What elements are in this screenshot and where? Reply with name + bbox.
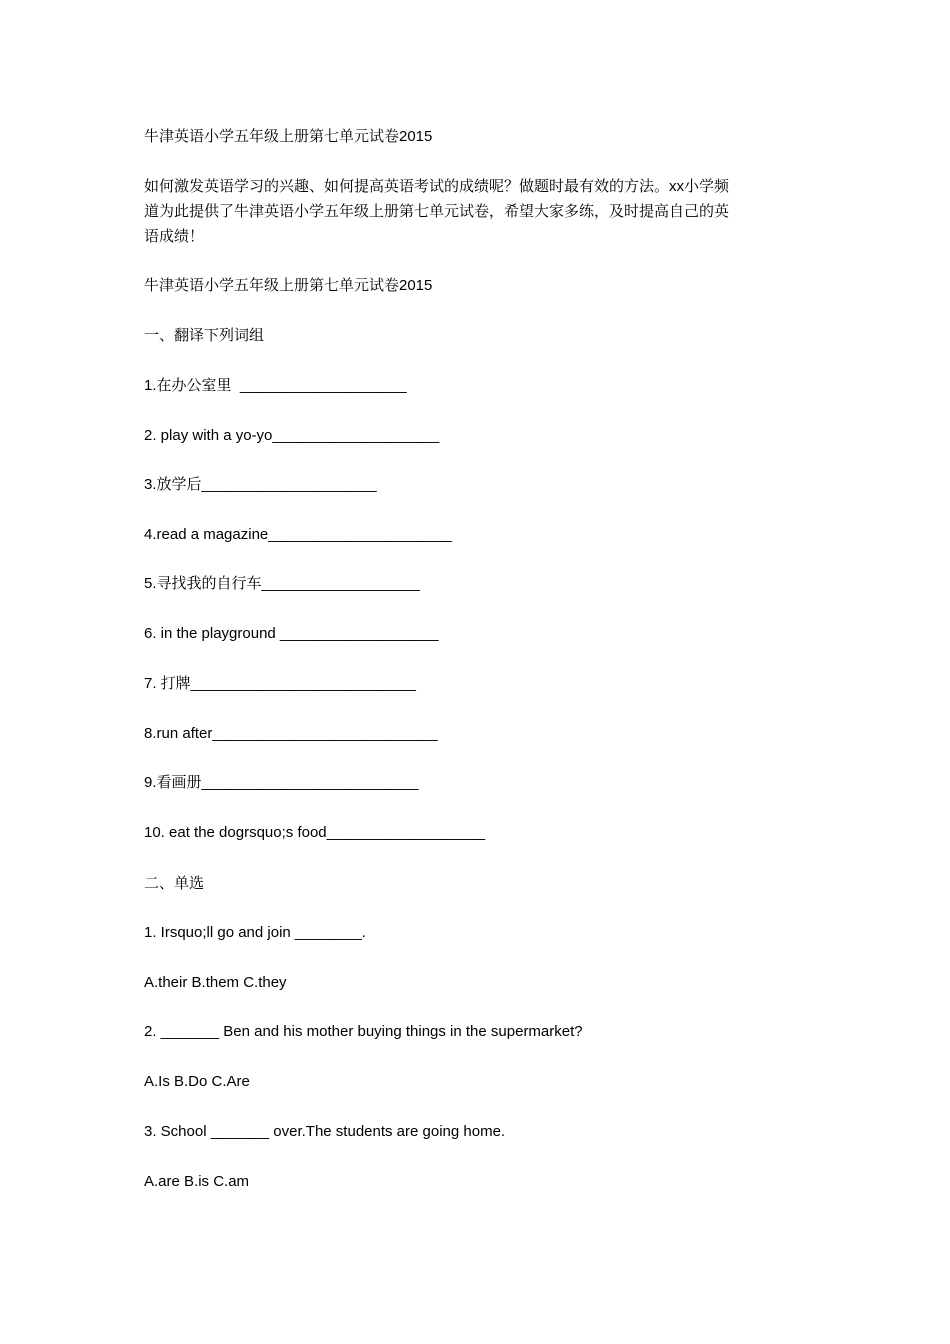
translate-item: 6. in the playground ___________________ [144, 625, 439, 642]
intro-line: 如何激发英语学习的兴趣、如何提高英语考试的成绩呢？做题时最有效的方法。xx小学频 [144, 178, 730, 195]
section-heading-choice: 二、单选 [144, 875, 205, 892]
translate-item: 3.放学后_____________________ [144, 476, 377, 493]
translate-item: 7. 打牌___________________________ [144, 675, 416, 692]
intro-paragraph [144, 174, 812, 249]
document-subtitle: 牛津英语小学五年级上册第七单元试卷2015 [144, 277, 433, 294]
intro-line: 道为此提供了牛津英语小学五年级上册第七单元试卷，希望大家多练，及时提高自己的英 [144, 203, 730, 220]
choice-options: A.are B.is C.am [144, 1173, 250, 1190]
translate-item: 2. play with a yo-yo____________________ [144, 427, 440, 444]
choice-options: A.their B.them C.they [144, 974, 287, 991]
choice-question: 1. Irsquo;ll go and join ________. [144, 924, 366, 941]
translate-item: 8.run after___________________________ [144, 725, 438, 742]
translate-item: 10. eat the dogrsquo;s food___________________ [144, 824, 486, 841]
choice-question: 2. _______ Ben and his mother buying things in the supermarket? [144, 1023, 583, 1040]
choice-question: 3. School _______ over.The students are going home. [144, 1123, 506, 1140]
section-heading-translate: 一、翻译下列词组 [144, 327, 265, 344]
choice-options: A.Is B.Do C.Are [144, 1073, 250, 1090]
translate-item: 5.寻找我的自行车___________________ [144, 575, 421, 592]
document-title: 牛津英语小学五年级上册第七单元试卷2015 [144, 128, 433, 145]
intro-line: 语成绩！ [144, 228, 205, 245]
translate-item: 9.看画册__________________________ [144, 774, 419, 791]
translate-item: 4.read a magazine______________________ [144, 526, 452, 543]
translate-item: 1.在办公室里 ____________________ [144, 377, 407, 394]
